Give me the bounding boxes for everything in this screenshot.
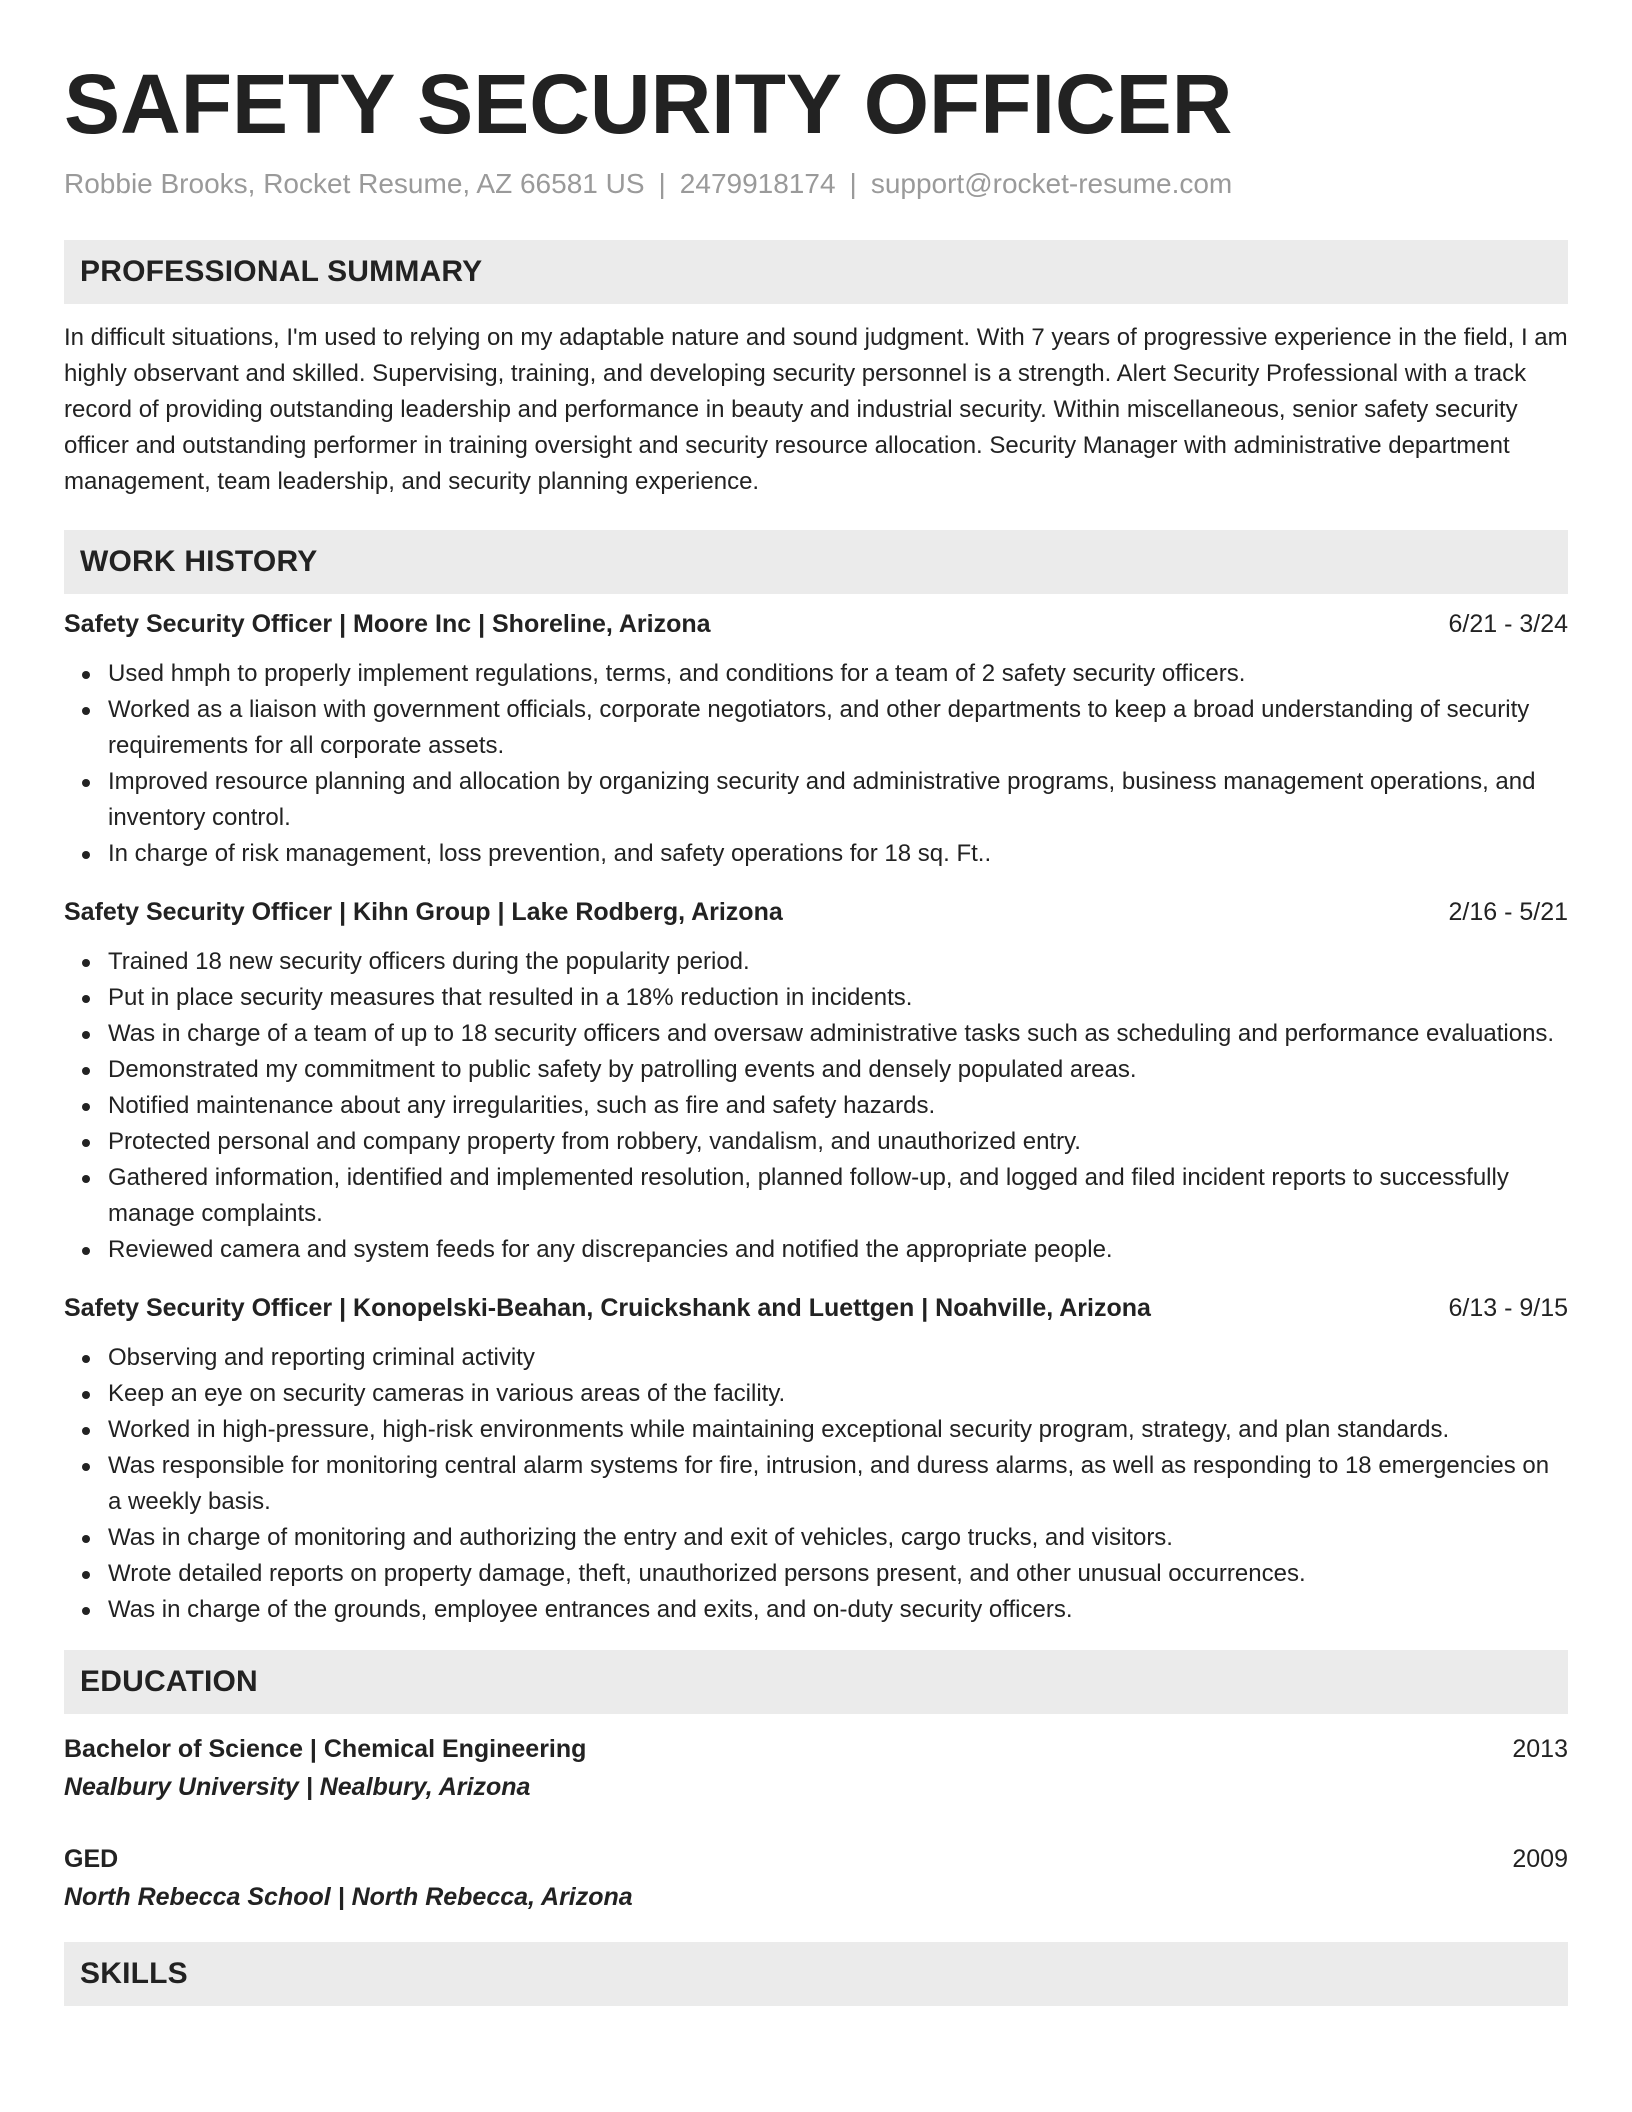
job-entry-2 [64, 894, 1568, 1268]
job-bullets [64, 656, 1568, 872]
contact-separator: | [849, 168, 857, 199]
contact-line [64, 164, 1568, 204]
list-item: Observing and reporting criminal activity [64, 1340, 1568, 1376]
list-item: In charge of risk management, loss prevention, and safety operations for 18 sq. Ft.. [64, 836, 1568, 872]
list-item: Worked as a liaison with government officials, corporate negotiators, and other departments to keep a broad understanding of security requirements for all corporate assets. [64, 692, 1568, 764]
list-item: Was in charge of the grounds, employee entrances and exits, and on-duty security officers. [64, 1592, 1568, 1628]
job-title: Safety Security Officer | Moore Inc | Shoreline, Arizona [64, 610, 711, 638]
education-school: North Rebecca School | North Rebecca, Arizona [64, 1883, 633, 1911]
job-entry-3 [64, 1290, 1568, 1628]
list-item: Was responsible for monitoring central alarm systems for fire, intrusion, and duress alarms, as well as responding to 18 emergencies on a weekly basis. [64, 1448, 1568, 1520]
education-heading-row [64, 1840, 1568, 1878]
list-item: Keep an eye on security cameras in various areas of the facility. [64, 1376, 1568, 1412]
list-item: Used hmph to properly implement regulations, terms, and conditions for a team of 2 safety security officers. [64, 656, 1568, 692]
job-dates: 6/13 - 9/15 [1448, 1294, 1568, 1322]
contact-address: Robbie Brooks, Rocket Resume, AZ 66581 US [64, 168, 645, 199]
skills-section-header: SKILLS [64, 1942, 1568, 2006]
list-item: Put in place security measures that resulted in a 18% reduction in incidents. [64, 980, 1568, 1016]
job-title: Safety Security Officer | Kihn Group | Lake Rodberg, Arizona [64, 898, 783, 926]
contact-phone: 2479918174 [679, 168, 836, 199]
list-item: Was in charge of a team of up to 18 security officers and oversaw administrative tasks such as scheduling and performance evaluations. [64, 1016, 1568, 1052]
list-item: Notified maintenance about any irregularities, such as fire and safety hazards. [64, 1088, 1568, 1124]
job-bullets [64, 1340, 1568, 1628]
education-degree: Bachelor of Science | Chemical Engineering [64, 1735, 587, 1763]
list-item: Protected personal and company property from robbery, vandalism, and unauthorized entry. [64, 1124, 1568, 1160]
education-school: Nealbury University | Nealbury, Arizona [64, 1773, 531, 1801]
job-heading-row [64, 1290, 1568, 1326]
list-item: Trained 18 new security officers during the popularity period. [64, 944, 1568, 980]
resume-title: SAFETY SECURITY OFFICER [64, 57, 1233, 151]
list-item: Wrote detailed reports on property damage, theft, unauthorized persons present, and other unusual occurrences. [64, 1556, 1568, 1592]
job-heading-row [64, 606, 1568, 642]
summary-section-header: PROFESSIONAL SUMMARY [64, 240, 1568, 304]
job-entry-1 [64, 606, 1568, 872]
summary-text: In difficult situations, I'm used to relying on my adaptable nature and sound judgment. With 7 years of progressive experience in the field, I am highly observant and skilled. Supervising, training, and developing security personnel is a strength. Alert Security Professional with a track record of providing outstanding leadership and performance in beauty and industrial security. Within miscellaneous, senior safety security officer and outstanding performer in training oversight and security resource allocation. Security Manager with administrative department management, team leadership, and security planning experience. [64, 324, 1568, 495]
work-history-section-header: WORK HISTORY [64, 530, 1568, 594]
job-heading-row [64, 894, 1568, 930]
list-item: Improved resource planning and allocation by organizing security and administrative programs, business management operations, and inventory control. [64, 764, 1568, 836]
education-year: 2009 [1512, 1845, 1568, 1873]
education-entry-2 [64, 1840, 1568, 1916]
list-item: Reviewed camera and system feeds for any discrepancies and notified the appropriate people. [64, 1232, 1568, 1268]
education-entry-1 [64, 1730, 1568, 1806]
contact-separator: | [658, 168, 666, 199]
education-degree: GED [64, 1845, 119, 1873]
job-dates: 6/21 - 3/24 [1448, 610, 1568, 638]
job-title: Safety Security Officer | Konopelski-Beahan, Cruickshank and Luettgen | Noahville, Arizona [64, 1294, 1151, 1322]
job-dates: 2/16 - 5/21 [1448, 898, 1568, 926]
education-heading-row [64, 1730, 1568, 1768]
contact-email: support@rocket-resume.com [870, 168, 1233, 199]
list-item: Was in charge of monitoring and authorizing the entry and exit of vehicles, cargo trucks, and visitors. [64, 1520, 1568, 1556]
list-item: Worked in high-pressure, high-risk environments while maintaining exceptional security program, strategy, and plan standards. [64, 1412, 1568, 1448]
education-year: 2013 [1512, 1735, 1568, 1763]
education-section-header: EDUCATION [64, 1650, 1568, 1714]
list-item: Demonstrated my commitment to public safety by patrolling events and densely populated areas. [64, 1052, 1568, 1088]
list-item: Gathered information, identified and implemented resolution, planned follow-up, and logged and filed incident reports to successfully manage complaints. [64, 1160, 1568, 1232]
job-bullets [64, 944, 1568, 1268]
